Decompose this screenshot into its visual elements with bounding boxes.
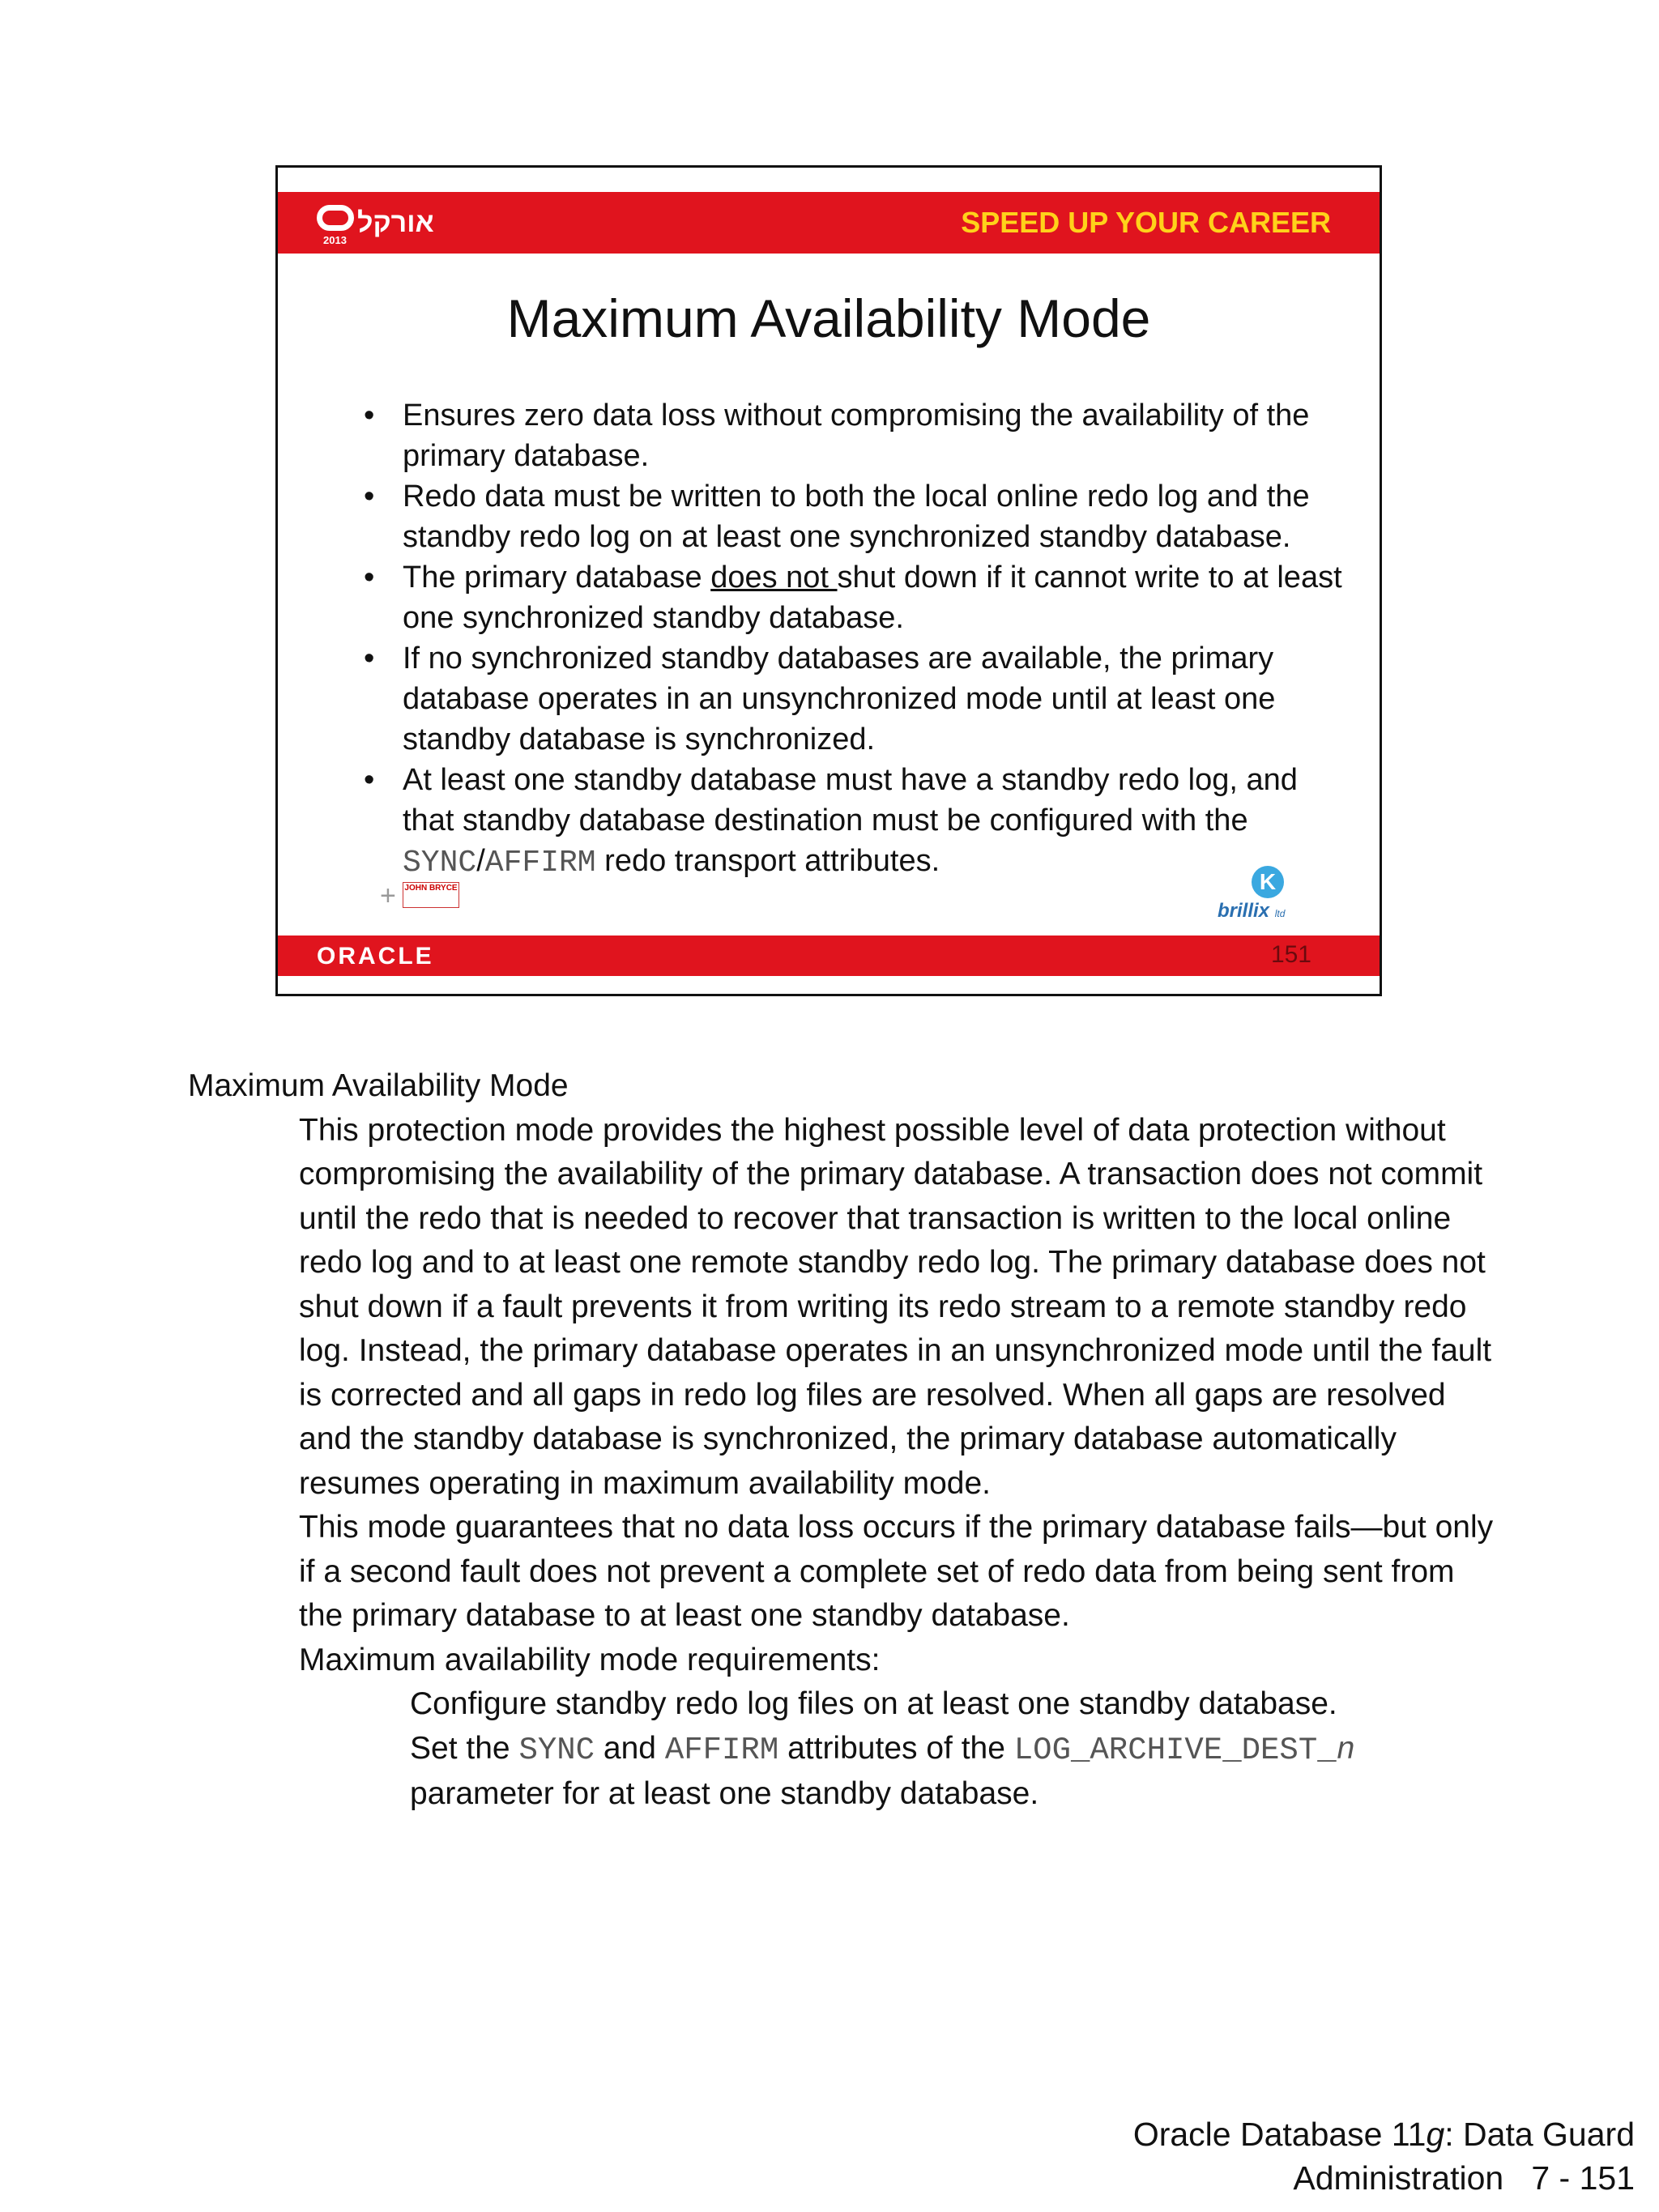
code-affirm: AFFIRM [664,1732,779,1768]
slide-title: Maximum Availability Mode [506,288,1151,348]
slide-bottom-band [278,936,1380,976]
requirements-heading: Maximum availability mode requirements: [299,1642,881,1677]
notes-paragraph: This protection mode provides the highest possible level of data protection without compromising the availability of the primary database. A transaction does not commit until the redo that is needed to recover that transaction is written to the local online redo log and to at least one remote standby redo log. The primary database does not shut down if a fault prevents it from writing its redo stream to a remote standby redo log. Instead, the primary database operates in an unsynchronized mode until the fault is corrected and all gaps in redo log files are resolved. When all gaps are resolved and the standby database is synchronized, the primary database automatically resumes operating in maximum availability mode. [299,1112,1492,1501]
underlined-text: does not [710,560,838,595]
code-affirm: AFFIRM [484,846,596,880]
bullet-icon: • [364,641,375,676]
requirement-item: Configure standby redo log files on at least one standby database. [410,1686,1337,1721]
footer-page-number: Administration 7 - 151 [1293,2159,1635,2197]
page-footer [1133,2112,1635,2200]
john-bryce-logo: JOHN BRYCE [403,882,459,908]
bullet-icon: • [364,479,375,514]
plus-icon: + [380,880,396,911]
slide-image [275,165,1382,996]
oracle-logo: ORACLE [317,943,434,970]
requirement-item: Set the SYNC and AFFIRM attributes of the LOG_ARCHIVE_DEST_n parameter for at least one standby database. [410,1730,1356,1811]
notes-section [188,1064,1500,1817]
brillix-k-icon: K [1252,866,1284,898]
slide-number: 151 [1270,941,1311,968]
partner-logo-icon [315,889,377,905]
notes-paragraph: This mode guarantees that no data loss occurs if the primary database fails—but only if a second fault does not prevent a complete set of redo data from being sent from the primary database to at least one standby database. [299,1510,1494,1633]
slide-bullet-list [359,395,1347,884]
brillix-name: brillix [1218,900,1270,922]
slide-bullet: • The primary database does not shut down if it cannot write to at least one synchronized standby database. [359,557,1347,638]
bullet-icon: • [364,763,375,797]
slide-bullet: • At least one standby database must have a standby redo log, and that standby database destination must be configured with the SYNC/AFFIRM redo transport attributes. [359,760,1347,884]
slide-bullet: • If no synchronized standby databases are available, the primary database operates in an unsynchronized mode until at least one standby database is synchronized. [359,638,1347,760]
logo-year: 2013 [323,234,347,246]
code-sync: SYNC [403,846,477,880]
partner-logos [315,882,461,914]
logo-brand-text: אורקל [357,207,434,238]
brillix-logo [1213,866,1302,931]
brillix-ltd: ltd [1274,908,1286,919]
code-parameter: LOG_ARCHIVE_DEST_ [1013,1732,1337,1768]
logo-ring-icon [317,205,354,231]
slide-bullet: • Ensures zero data loss without compromising the availability of the primary database. [359,395,1347,476]
notes-heading: Maximum Availability Mode [188,1068,569,1103]
slogan: SPEED UP YOUR CAREER [961,206,1331,239]
bullet-icon: • [364,560,375,595]
event-logo [317,200,446,249]
code-parameter-n: n [1336,1732,1356,1768]
bullet-icon: • [364,399,375,433]
footer-course-title: Oracle Database 11g: Data Guard [1132,2116,1635,2153]
code-sync: SYNC [518,1732,595,1768]
slide-bullet: • Redo data must be written to both the local online redo log and the standby redo log on at least one synchronized standby database. [359,476,1347,557]
